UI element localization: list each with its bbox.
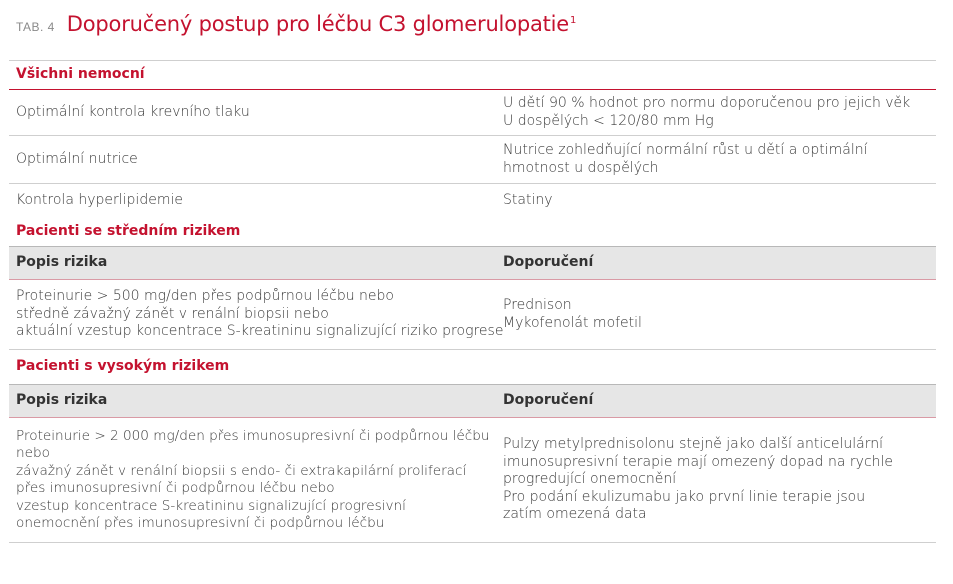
row-value: Prednison Mykofenolát mofetil: [503, 297, 642, 331]
column-header-recommendation: Doporučení: [503, 254, 594, 271]
table-caption: [16, 12, 576, 36]
table-title-text: Doporučený postup pro léčbu C3 glomerulopatie: [66, 12, 570, 36]
section-heading-high-risk: [9, 350, 936, 384]
row-value: U dětí 90 % hodnot pro normu doporučenou pro jejich věk U dospělých < 120/80 mm Hg: [503, 95, 911, 129]
table-number: TAB. 4: [16, 20, 55, 34]
table-title: [67, 12, 576, 36]
reference-superscript: 1: [570, 15, 577, 26]
row-label: Optimální kontrola krevního tlaku: [16, 103, 250, 120]
section-title: Pacienti se středním rizikem: [16, 222, 241, 239]
section-heading-medium-risk: [9, 217, 936, 246]
column-header-recommendation: Doporučení: [503, 392, 594, 409]
recommendations-table: [9, 60, 936, 543]
row-label: Optimální nutrice: [16, 150, 138, 167]
column-header-risk: Popis rizika: [16, 392, 108, 409]
column-header-row: [9, 384, 936, 418]
table-row: [9, 136, 936, 184]
table-row: [9, 280, 936, 350]
table-row: [9, 89, 936, 136]
table-row: [9, 418, 936, 543]
row-value: Nutrice zohledňující normální růst u dětí a optimální hmotnost u dospělých: [503, 142, 868, 176]
section-title: Pacienti s vysokým rizikem: [16, 358, 230, 375]
row-label: Proteinurie > 500 mg/den přes podpůrnou léčbu nebo středně závažný zánět v renální biopsii nebo aktuální vzestup koncentrace S-kreatininu signalizující riziko progrese: [16, 288, 504, 340]
section-title: Všichni nemocní: [16, 66, 145, 83]
section-heading-all-patients: [9, 60, 936, 89]
row-value: Statiny: [503, 191, 553, 208]
table-row: [9, 184, 936, 217]
row-label: Kontrola hyperlipidemie: [16, 191, 183, 208]
row-label: Proteinurie > 2 000 mg/den přes imunosupresivní či podpůrnou léčbu nebo závažný zánět v renální biopsii s endo- či extrakapilární proliferací přes imunosupresivní či podpůrnou léčbu nebo vzestup koncentrace S-kreatininu signalizující progresivní onemocnění přes imunosupresivní či podpůrnou léčbu: [16, 427, 490, 531]
column-header-risk: Popis rizika: [16, 254, 108, 271]
row-value: Pulzy metylprednisolonu stejně jako další anticelulární imunosupresivní terapie mají omezený dopad na rychle progredující onemocnění Pro podání ekulizumabu jako první linie terapie jsou zatím omezená data: [503, 436, 894, 523]
column-header-row: [9, 246, 936, 280]
